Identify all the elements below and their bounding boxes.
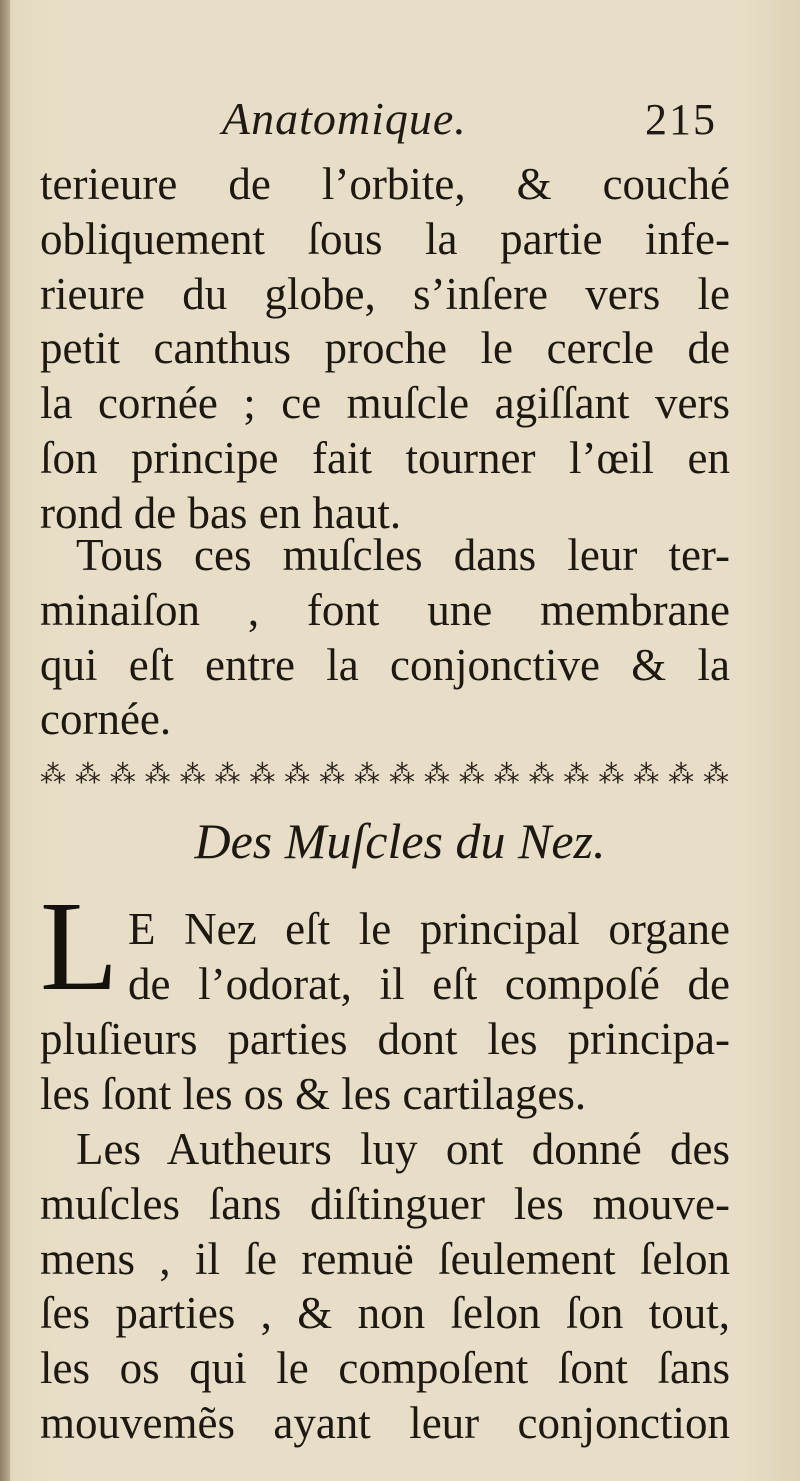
page-header — [0, 92, 800, 156]
text-line: minaiſon , font une membrane — [40, 584, 730, 635]
text-line: cornée. — [40, 694, 172, 745]
paragraph-muscle-termination — [40, 528, 730, 747]
text-line: ſes parties , & non ſelon ſon tout, — [40, 1288, 730, 1339]
drop-cap-lines — [128, 902, 730, 1012]
text-line: pluſieurs parties dont les principa- — [40, 1014, 730, 1064]
text-line: qui eſt entre la conjonctive & la — [40, 639, 730, 690]
section-title: Des Muſcles du Nez. — [194, 813, 606, 869]
text-line: obliquement ſous la partie infe- — [40, 213, 730, 264]
paragraph-orbit-muscle — [40, 157, 730, 541]
text-line: la cornée ; ce muſcle agiſſant vers — [40, 378, 730, 429]
text-line: rond de bas en haut. — [40, 487, 402, 538]
paragraph-nose-muscles — [40, 1122, 730, 1451]
text-line: les ſont les os & les cartilages. — [40, 1068, 587, 1119]
text-line: terieure de l’orbite, & couché — [40, 159, 730, 209]
text-line-indented — [40, 1122, 730, 1177]
text-line: muſcles ſans diſtinguer les mouve- — [40, 1178, 730, 1229]
text-line: mouvemẽs ayant leur conjonction — [40, 1397, 730, 1448]
text-line: de l’odorat, il eſt compoſé de — [128, 958, 730, 1009]
paragraph-nose-intro — [40, 1012, 730, 1122]
text-line-indented — [40, 528, 730, 583]
text-line: les os qui le compoſent ſont ſans — [40, 1343, 730, 1394]
text-line: rieure du globe, s’inſere vers le — [40, 268, 730, 319]
page-number: 215 — [645, 95, 717, 144]
text-line: Les Autheurs luy ont donné des — [76, 1124, 730, 1174]
running-head: Anatomique. — [222, 93, 467, 144]
drop-cap-letter: L — [40, 875, 119, 1017]
text-line: petit canthus proche le cercle de — [40, 323, 730, 374]
decorative-ornament-band: ⁂⁂⁂⁂⁂⁂⁂⁂⁂⁂⁂⁂⁂⁂⁂⁂⁂⁂⁂⁂ — [40, 760, 730, 790]
text-line: mens , il ſe remuë ſeulement ſelon — [40, 1233, 730, 1284]
text-line: ſon principe fait tourner l’œil en — [40, 432, 730, 483]
text-line: Tous ces muſcles dans leur ter- — [76, 530, 730, 580]
page-gutter-shadow — [0, 0, 10, 1481]
text-line: E Nez eſt le principal organe — [128, 904, 730, 954]
